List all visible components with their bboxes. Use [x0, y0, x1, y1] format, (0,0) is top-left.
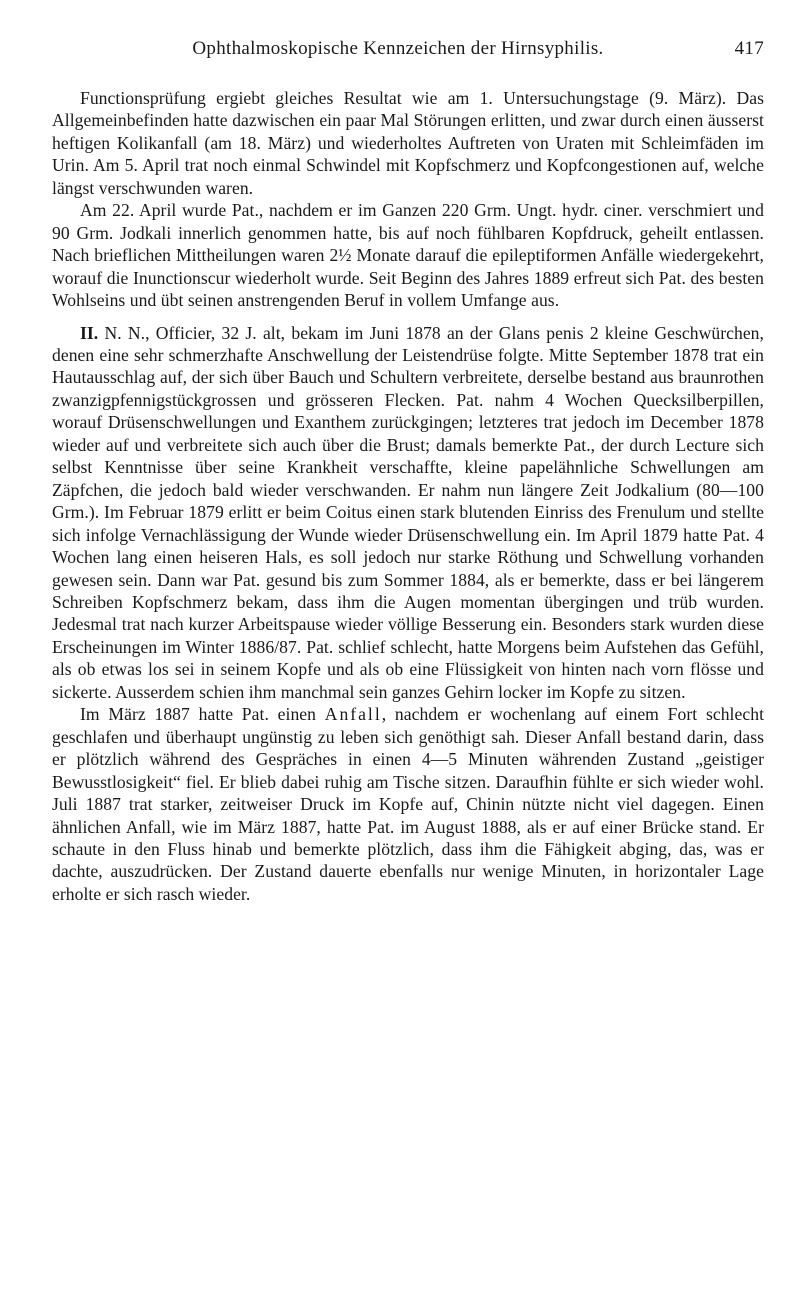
body-text [52, 87, 764, 905]
anfall-intro: Im März 1887 hatte Pat. einen [80, 704, 316, 725]
book-page [52, 38, 764, 905]
anfall-description: , nachdem er wochenlang auf einem Fort schlecht geschlafen und überhaupt ungünstig zu leben sich genöthigt sah. Dieser Anfall bestand darin, dass er plötzlich während des Gespräches in einen 4—5 Minuten währenden Zustand „geistiger Bewusstlosigkeit“ fiel. Er blieb dabei ruhig am Tische sitzen. Daraufhin fühlte er sich wieder wohl. Juli 1887 trat starker, zeitweiser Druck im Kopfe auf, Chinin nützte nicht viel dagegen. Einen ähnlichen Anfall, wie im März 1887, hatte Pat. im August 1888, als er auf einer Brücke stand. Er schaute in den Fluss hinab und bemerkte plötzlich, dass ihm die Fähigkeit abging, das, was er dachte, auszudrücken. Der Zustand dauerte ebenfalls nur wenige Minuten, in horizontaler Lage erholte er sich rasch wieder. [52, 704, 765, 904]
anfall-emphasis: Anfall [324, 704, 382, 725]
paragraph-functionspruefung: Functionsprüfung ergiebt gleiches Resultat wie am 1. Untersuchungstage (9. März). Das Allgemeinbefinden hatte dazwischen ein paar Mal Störungen erlitten, und zwar durch einen äusserst heftigen Kolikanfall (am 18. März) und wiederholtes Auftreten von Uraten mit Schleimfäden im Urin. Am 5. April trat noch einmal Schwindel mit Kopfschmerz und Kopfcongestionen auf, welche längst verschwunden waren. [52, 88, 764, 198]
page-number: 417 [734, 38, 764, 59]
case-label: II. [80, 322, 99, 343]
paragraph-anfall [52, 703, 764, 905]
running-head [52, 38, 764, 68]
paragraph-entlassung: Am 22. April wurde Pat., nachdem er im Ganzen 220 Grm. Ungt. hydr. ciner. verschmiert und 90 Grm. Jodkali innerlich genommen hatte, bis auf noch fühlbaren Kopfdruck, geheilt entlassen. Nach brieflichen Mittheilungen waren 2½ Monate darauf die epileptiformen Anfälle wiedergekehrt, worauf die Inunctionscur wiederholt wurde. Seit Beginn des Jahres 1889 erfreut sich Pat. des besten Wohlseins und übt seinen anstrengenden Beruf in vollem Umfange aus. [52, 200, 764, 311]
running-title: Ophthalmoskopische Kennzeichen der Hirnsyphilis. [192, 38, 604, 59]
case-history-text: N. N., Officier, 32 J. alt, bekam im Juni 1878 an der Glans penis 2 kleine Geschwürchen, denen eine sehr schmerzhafte Anschwellung der Leistendrüse folgte. Mitte September 1878 trat ein Hautausschlag auf, der sich über Bauch und Schultern verbreitete, derselbe bestand aus braunrothen zwanzigpfennigstückgrossen und grösseren Flecken. Pat. nahm 4 Wochen Quecksilberpillen, worauf Drüsenschwellungen und Exanthem zurückgingen; letzteres trat jedoch im December 1878 wieder auf und verbreitete sich auch über die Brust; damals bemerkte Pat., der durch Lecture sich selbst Kenntnisse über seine Krankheit verschaffte, kleine papelähnliche Schwellungen am Zäpfchen, die jedoch bald wieder verschwanden. Er nahm nun längere Zeit Jodkalium (80—100 Grm.). Im Februar 1879 erlitt er beim Coitus einen stark blutenden Einriss des Frenulum und stellte sich infolge Vernachlässigung der Wunde wieder Drüsenschwellung ein. Im April 1879 hatte Pat. 4 Wochen lang einen heiseren Hals, es soll jedoch nur starke Röthung und Schwellung vorhanden gewesen sein. Dann war Pat. gesund bis zum Sommer 1884, als er bemerkte, dass er bei längerem Schreiben Kopfschmerz bekam, dass ihm die Augen momentan übergingen und trüb wurden. Jedesmal trat nach kurzer Arbeitspause wieder völlige Besserung ein. Besonders stark wurden diese Erscheinungen im Winter 1886/87. Pat. schlief schlecht, hatte Morgens beim Aufstehen das Gefühl, als ob etwas los sei in seinem Kopfe und als ob eine Flüssigkeit von hinten nach vorn flösse und sickerte. Ausserdem schien ihm manchmal sein ganzes Gehirn locker im Kopfe zu sitzen. [52, 322, 764, 702]
paragraph-case-two [52, 322, 764, 704]
